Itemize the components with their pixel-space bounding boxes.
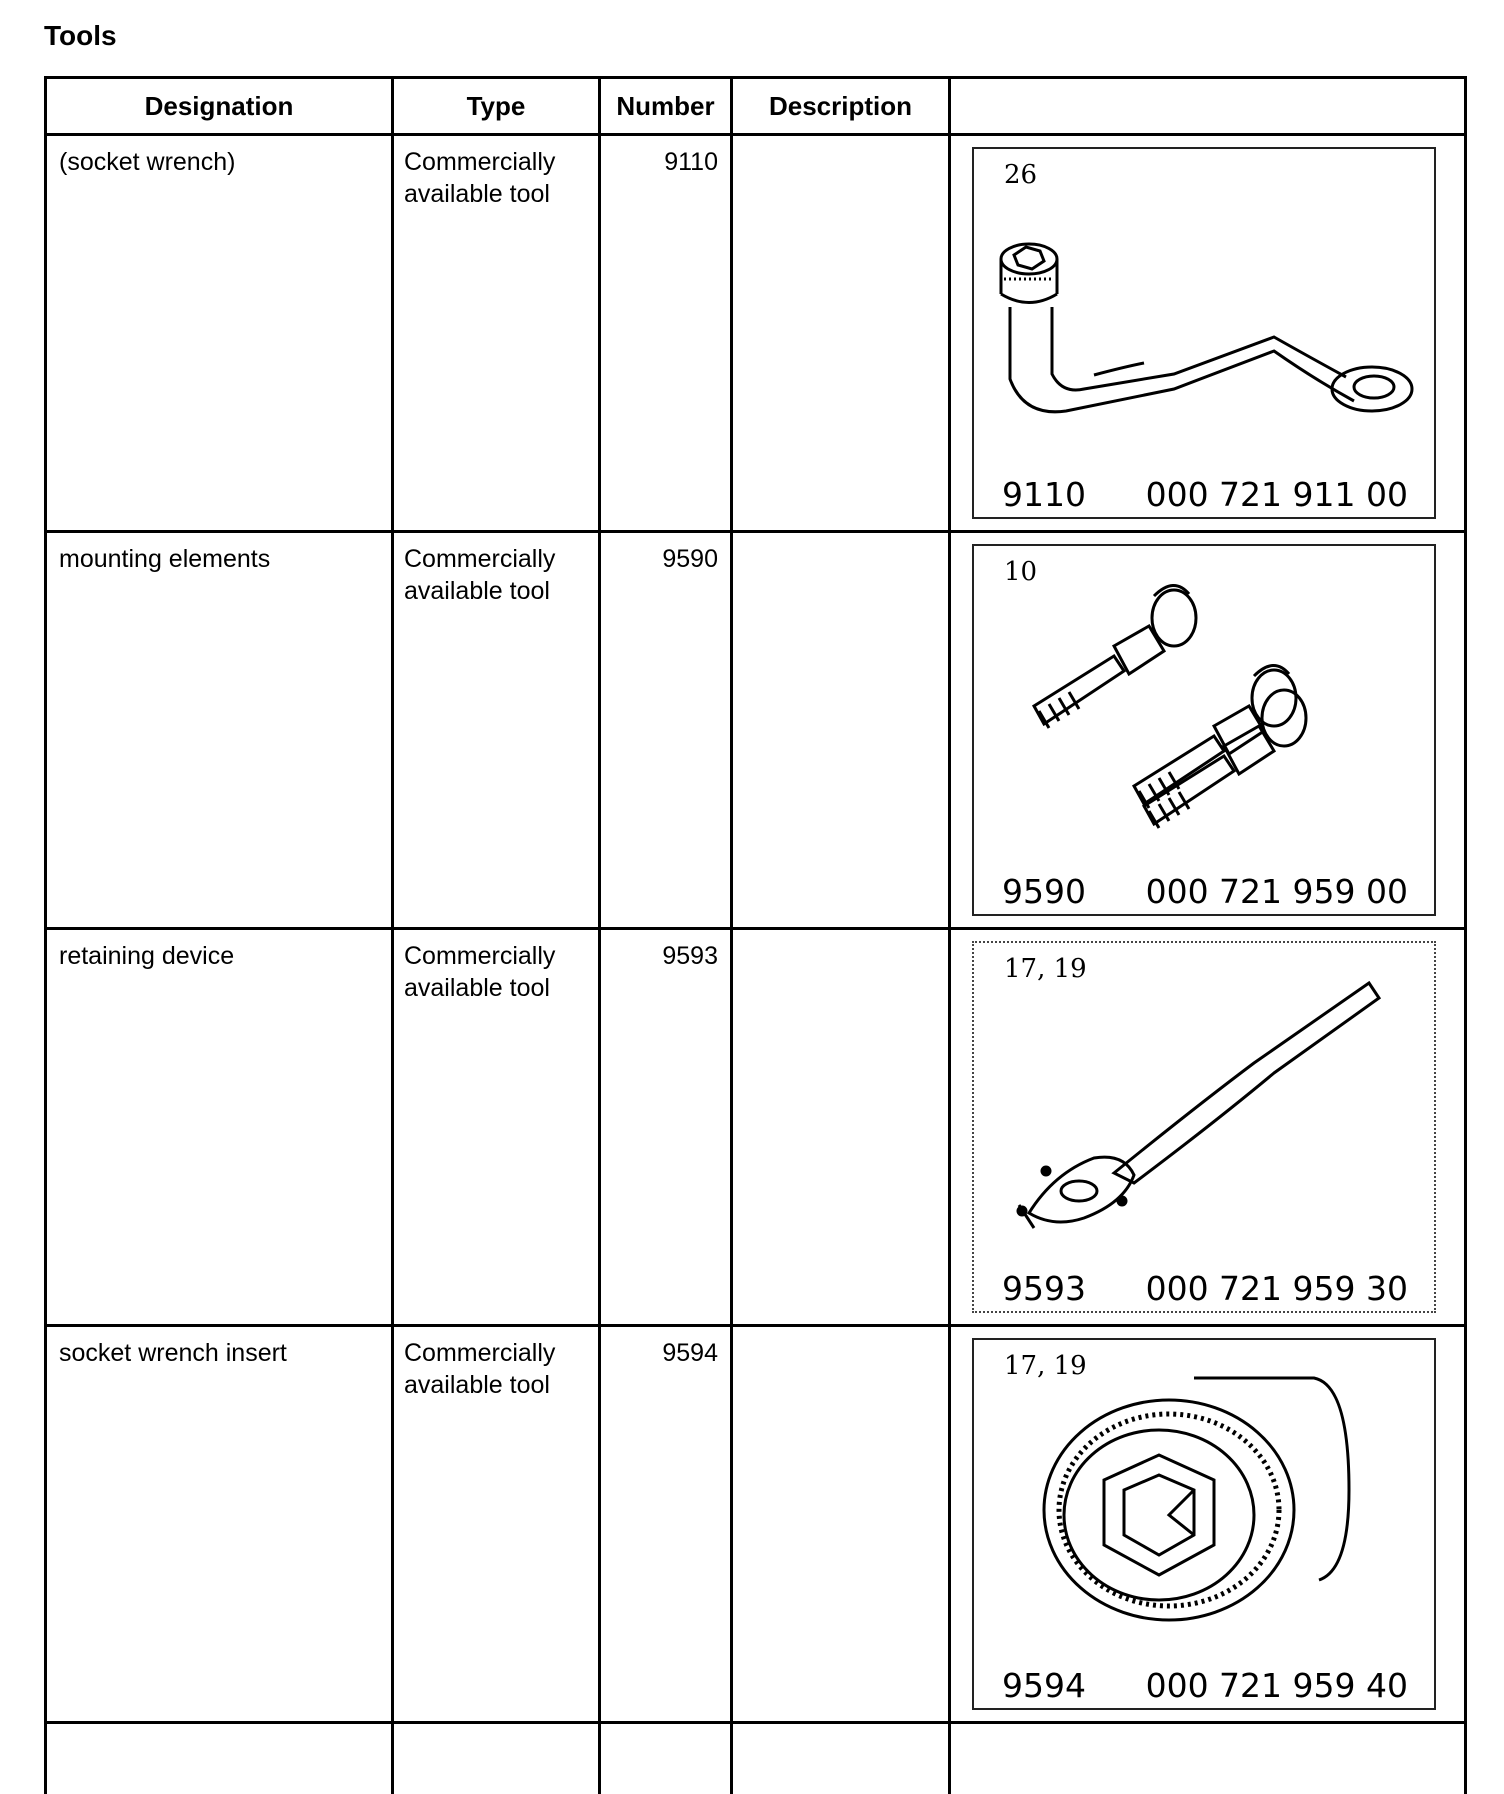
cell-empty bbox=[732, 1723, 950, 1794]
header-image bbox=[950, 78, 1466, 135]
header-description: Description bbox=[732, 78, 950, 135]
tool-figure bbox=[972, 1338, 1436, 1710]
cell-number: 9593 bbox=[600, 929, 732, 1326]
table-row-empty bbox=[46, 1723, 1466, 1794]
figure-part-number: 000 721 959 40 bbox=[1145, 1666, 1408, 1705]
cell-designation: retaining device bbox=[46, 929, 393, 1326]
cell-number: 9110 bbox=[600, 135, 732, 532]
header-type: Type bbox=[393, 78, 600, 135]
cell-image bbox=[950, 929, 1466, 1326]
figure-part-number: 000 721 959 00 bbox=[1145, 872, 1408, 911]
header-number: Number bbox=[600, 78, 732, 135]
figure-quantity: 17, 19 bbox=[1004, 954, 1087, 984]
figure-tool-number: 9593 bbox=[1002, 1269, 1086, 1308]
cell-empty bbox=[46, 1723, 393, 1794]
cell-number: 9594 bbox=[600, 1326, 732, 1723]
socket-wrench-illustration bbox=[974, 149, 1434, 517]
cell-type: Commercially available tool bbox=[393, 929, 600, 1326]
cell-empty bbox=[950, 1723, 1466, 1794]
figure-quantity: 17, 19 bbox=[1004, 1351, 1087, 1381]
figure-quantity: 10 bbox=[1004, 557, 1038, 587]
cell-empty bbox=[600, 1723, 732, 1794]
cell-description bbox=[732, 135, 950, 532]
mounting-elements-illustration bbox=[974, 546, 1434, 914]
page-title: Tools bbox=[44, 20, 117, 51]
cell-type: Commercially available tool bbox=[393, 1326, 600, 1723]
figure-part-number: 000 721 959 30 bbox=[1145, 1269, 1408, 1308]
cell-image bbox=[950, 1326, 1466, 1723]
tools-table bbox=[44, 76, 1467, 1794]
table-row bbox=[46, 929, 1466, 1326]
cell-number: 9590 bbox=[600, 532, 732, 929]
table-row bbox=[46, 532, 1466, 929]
tool-figure bbox=[972, 544, 1436, 916]
table-row bbox=[46, 1326, 1466, 1723]
socket-wrench-insert-illustration bbox=[974, 1340, 1434, 1708]
cell-type: Commercially available tool bbox=[393, 135, 600, 532]
figure-part-number: 000 721 911 00 bbox=[1145, 475, 1408, 514]
cell-designation: mounting elements bbox=[46, 532, 393, 929]
retaining-device-illustration bbox=[974, 943, 1434, 1311]
cell-type: Commercially available tool bbox=[393, 532, 600, 929]
cell-description bbox=[732, 532, 950, 929]
cell-image bbox=[950, 135, 1466, 532]
cell-description bbox=[732, 929, 950, 1326]
tool-figure bbox=[972, 941, 1436, 1313]
figure-quantity: 26 bbox=[1004, 160, 1038, 190]
table-header-row bbox=[46, 78, 1466, 135]
figure-tool-number: 9110 bbox=[1002, 475, 1086, 514]
figure-tool-number: 9590 bbox=[1002, 872, 1086, 911]
cell-designation: (socket wrench) bbox=[46, 135, 393, 532]
cell-description bbox=[732, 1326, 950, 1723]
cell-empty bbox=[393, 1723, 600, 1794]
figure-tool-number: 9594 bbox=[1002, 1666, 1086, 1705]
cell-image bbox=[950, 532, 1466, 929]
cell-designation: socket wrench insert bbox=[46, 1326, 393, 1723]
header-designation: Designation bbox=[46, 78, 393, 135]
table-row bbox=[46, 135, 1466, 532]
tool-figure bbox=[972, 147, 1436, 519]
